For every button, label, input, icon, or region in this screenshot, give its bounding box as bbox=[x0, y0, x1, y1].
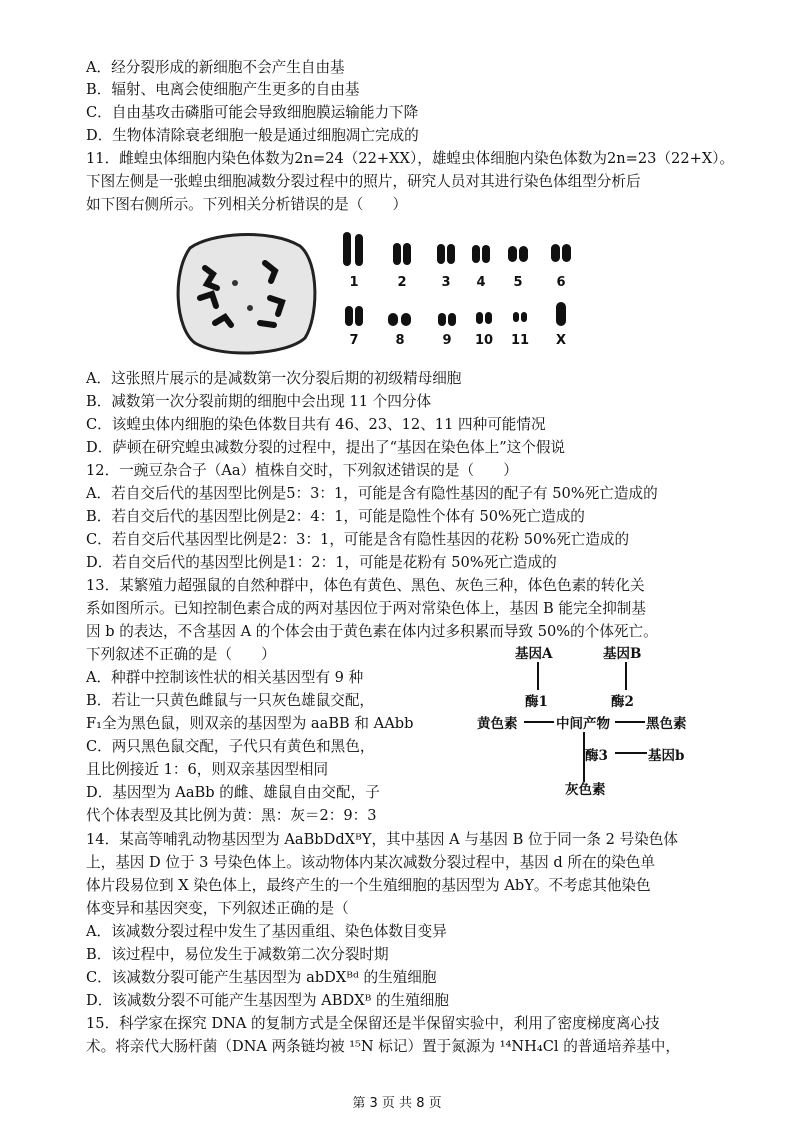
yellow-pigment-label: 黄色素 bbox=[477, 716, 518, 732]
q14-option-b: B．该过程中，易位发生于减数第二次分裂时期 bbox=[86, 946, 389, 963]
q10-option-a: A．经分裂形成的新细胞不会产生自由基 bbox=[86, 59, 345, 76]
q10-option-d: D．生物体清除衰老细胞一般是通过细胞凋亡完成的 bbox=[86, 127, 419, 144]
q13-option-c-2: 且比例接近 1：6，则双亲基因型相同 bbox=[86, 761, 329, 778]
q14-option-a: A．该减数分裂过程中发生了基因重组、染色体数目变异 bbox=[86, 923, 447, 940]
q12-option-c: C．若自交后代基因型比例是2：3：1，可能是含有隐性基因的花粉 50%死亡造成的 bbox=[86, 531, 630, 548]
q13-stem-3: 因 b 的表达，不含基因 A 的个体会由于黄色素在体内过多积累而导致 50%的个体死亡。 bbox=[86, 623, 658, 640]
karyotype-label: 9 bbox=[442, 333, 452, 348]
q13-stem-1: 13．某繁殖力超强鼠的自然种群中，体色有黄色、黑色、灰色三种，体色色素的转化关 bbox=[86, 577, 645, 594]
enzyme-3-label: 酶3 bbox=[585, 748, 608, 764]
karyotype-label: 6 bbox=[556, 275, 566, 290]
q15-stem-1: 15．科学家在探究 DNA 的复制方式是全保留还是半保留实验中，利用了密度梯度离心技 bbox=[86, 1015, 660, 1032]
black-pigment-label: 黑色素 bbox=[646, 716, 687, 732]
karyotype-label: 7 bbox=[349, 333, 359, 348]
gene-a-label: 基因A bbox=[515, 646, 553, 662]
cell-photo bbox=[170, 228, 320, 358]
q11-stem-2: 下图左侧是一张蝗虫细胞减数分裂过程中的照片，研究人员对其进行染色体组型分析后 bbox=[86, 173, 641, 190]
q11-option-b: B．减数第一次分裂前期的细胞中会出现 11 个四分体 bbox=[86, 393, 432, 410]
q14-option-c: C．该减数分裂可能产生基因型为 abDXᴮᵈ 的生殖细胞 bbox=[86, 969, 437, 986]
q11-stem-1: 11．雌蝗虫体细胞内染色体数为2n=24（22+XX），雄蝗虫体细胞内染色体数为2n=23（22+X）。 bbox=[86, 150, 735, 167]
q12-option-d: D．若自交后代的基因型比例是1：2：1，可能是花粉有 50%死亡造成的 bbox=[86, 554, 557, 571]
q15-stem-2: 术。将亲代大肠杆菌（DNA 两条链均被 ¹⁵N 标记）置于氮源为 ¹⁴NH₄Cl 的普通培养基中， bbox=[86, 1038, 680, 1055]
gene-b-small-label: 基因b bbox=[648, 748, 685, 764]
karyotype-label: 10 bbox=[474, 333, 494, 348]
karyotype-label: 1 bbox=[349, 275, 359, 290]
q13-option-c-1: C．两只黑色鼠交配，子代只有黄色和黑色， bbox=[86, 738, 375, 755]
q13-stem-2: 系如图所示。已知控制色素合成的两对基因位于两对常染色体上，基因 B 能完全抑制基 bbox=[86, 600, 646, 617]
q13-option-b-2: F₁全为黑色鼠，则双亲的基因型为 aaBB 和 AAbb bbox=[86, 715, 414, 732]
q13-stem-4: 下列叙述不正确的是（ ） bbox=[86, 646, 276, 663]
q13-option-d-2: 代个体表型及其比例为黄：黑：灰＝2：9：3 bbox=[86, 807, 377, 824]
q13-option-b-1: B．若让一只黄色雌鼠与一只灰色雄鼠交配， bbox=[86, 692, 375, 709]
gray-pigment-label: 灰色素 bbox=[565, 782, 606, 798]
karyotype-label: 3 bbox=[441, 275, 451, 290]
q10-option-b: B．辐射、电离会使细胞产生更多的自由基 bbox=[86, 81, 360, 98]
karyotype-label: 11 bbox=[510, 333, 530, 348]
q14-stem-1: 14．某高等哺乳动物基因型为 AaBbDdXᴮY，其中基因 A 与基因 B 位于同一条 2 号染色体 bbox=[86, 831, 678, 848]
q13-option-d-1: D．基因型为 AaBb 的雌、雄鼠自由交配，子 bbox=[86, 784, 380, 801]
q14-stem-4: 体变异和基因突变，下列叙述正确的是（ bbox=[86, 900, 349, 917]
page-footer: 第 3 页 共 8 页 bbox=[352, 1096, 442, 1111]
karyotype-label: 5 bbox=[513, 275, 523, 290]
karyotype-label: 4 bbox=[476, 275, 486, 290]
q12-stem: 12．一豌豆杂合子（Aa）植株自交时，下列叙述错误的是（ ） bbox=[86, 462, 518, 479]
intermediate-label: 中间产物 bbox=[556, 716, 610, 732]
q13-option-a: A．种群中控制该性状的相关基因型有 9 种 bbox=[86, 669, 364, 686]
karyotype-label: 2 bbox=[397, 275, 407, 290]
q10-option-c: C．自由基攻击磷脂可能会导致细胞膜运输能力下降 bbox=[86, 104, 419, 121]
enzyme-1-label: 酶1 bbox=[525, 694, 548, 710]
karyotype-label: X bbox=[555, 333, 567, 348]
q11-stem-3: 如下图右侧所示。下列相关分析错误的是（ ） bbox=[86, 196, 408, 213]
gene-b-label: 基因B bbox=[603, 646, 642, 662]
q11-option-a: A．这张照片展示的是减数第一次分裂后期的初级精母细胞 bbox=[86, 370, 462, 387]
karyotype-label: 8 bbox=[395, 333, 405, 348]
q14-stem-3: 体片段易位到 X 染色体上，最终产生的一个生殖细胞的基因型为 AbY。不考虑其他染色 bbox=[86, 877, 651, 894]
q12-option-a: A．若自交后代的基因型比例是5：3：1，可能是含有隐性基因的配子有 50%死亡造成的 bbox=[86, 485, 658, 502]
enzyme-2-label: 酶2 bbox=[611, 694, 634, 710]
q11-option-d: D．萨顿在研究蝗虫减数分裂的过程中，提出了“基因在染色体上”这个假说 bbox=[86, 439, 566, 456]
q11-option-c: C．该蝗虫体内细胞的染色体数目共有 46、23、12、11 四种可能情况 bbox=[86, 416, 546, 433]
q14-stem-2: 上，基因 D 位于 3 号染色体上。该动物体内某次减数分裂过程中，基因 d 所在的染色单 bbox=[86, 854, 655, 871]
q14-option-d: D．该减数分裂不可能产生基因型为 ABDXᴮ 的生殖细胞 bbox=[86, 992, 449, 1009]
q12-option-b: B．若自交后代的基因型比例是2：4：1，可能是隐性个体有 50%死亡造成的 bbox=[86, 508, 585, 525]
